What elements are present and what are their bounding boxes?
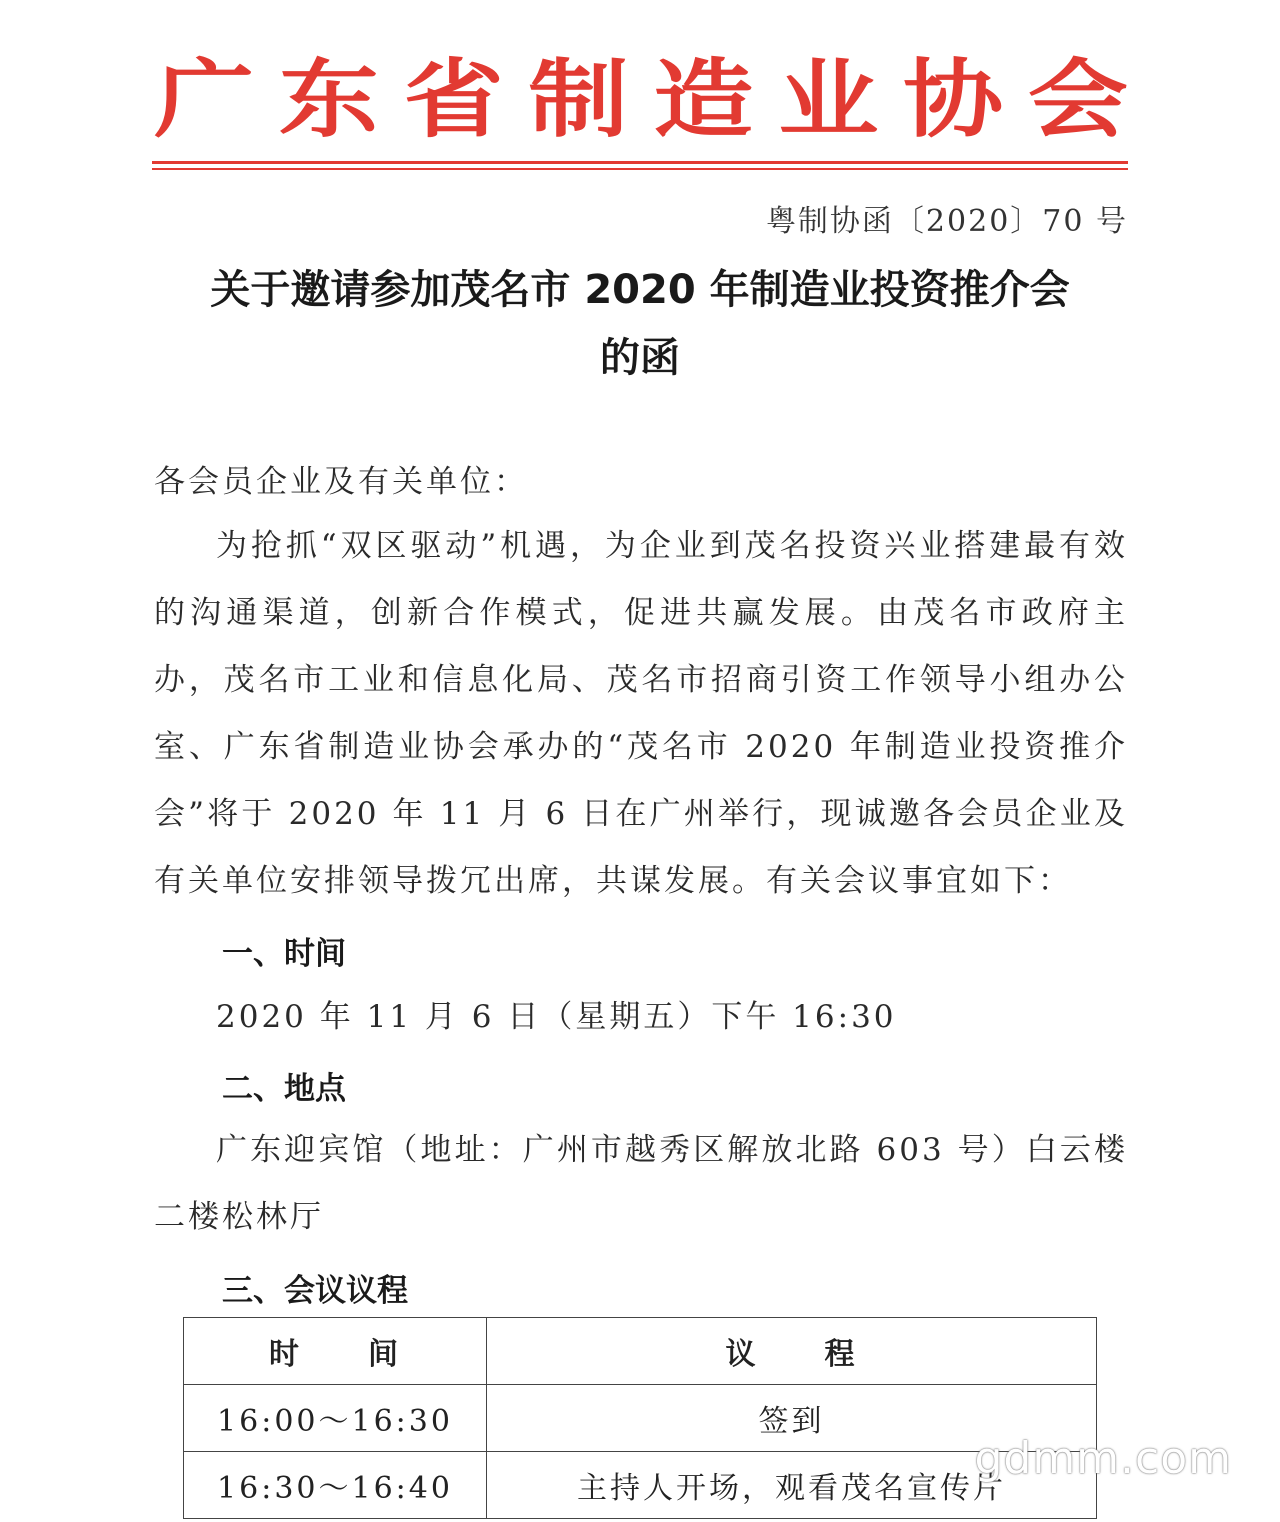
letterhead-char: 造 bbox=[653, 49, 754, 150]
table-row bbox=[184, 1452, 1097, 1519]
letterhead-char: 协 bbox=[903, 49, 1004, 150]
intro-paragraph: 为抢抓“双区驱动”机遇，为企业到茂名投资兴业搭建最有效的沟通渠道，创新合作模式，促进共赢发展。由茂名市政府主办，茂名市工业和信息化局、茂名市招商引资工作领导小组办公室、广东省制造业协会承办的“茂名市 2020 年制造业投资推介会”将于 2020 年 11 月 6 日在广州举行，现诚邀各会员企业及有关单位安排领导拨冗出席，共谋发展。有关会议事宜如下： bbox=[154, 528, 1128, 899]
agenda-time-cell: 16:00～16:30 bbox=[184, 1385, 487, 1452]
agenda-time-cell: 16:30～16:40 bbox=[184, 1452, 487, 1519]
document-title-line-2: 的函 bbox=[600, 335, 680, 381]
letterhead-rule-thick bbox=[152, 161, 1128, 164]
site-watermark: gdmm.com bbox=[974, 1433, 1232, 1484]
letterhead-organization-name bbox=[154, 40, 1128, 160]
agenda-table bbox=[183, 1317, 1097, 1519]
letterhead-rule-thin bbox=[152, 168, 1128, 170]
agenda-header-row bbox=[184, 1318, 1097, 1385]
letterhead-char: 东 bbox=[278, 49, 379, 150]
letterhead-char: 省 bbox=[403, 49, 504, 150]
agenda-item-cell: 签到 bbox=[487, 1385, 1097, 1452]
letterhead-char: 制 bbox=[528, 49, 629, 150]
document-number: 粤制协函〔2020〕70 号 bbox=[765, 204, 1128, 239]
salutation: 各会员企业及有关单位： bbox=[154, 464, 528, 500]
agenda-column-item: 议 程 bbox=[487, 1318, 1097, 1385]
letterhead-char: 业 bbox=[778, 49, 879, 150]
table-row bbox=[184, 1385, 1097, 1452]
section-heading-venue: 二、地点 bbox=[222, 1071, 346, 1107]
meeting-venue: 广东迎宾馆（地址：广州市越秀区解放北路 603 号）白云楼二楼松林厅 bbox=[154, 1132, 1128, 1235]
document-title-line-1: 关于邀请参加茂名市 2020 年制造业投资推介会 bbox=[210, 267, 1070, 313]
letterhead-char: 会 bbox=[1027, 49, 1128, 150]
agenda-item-cell: 主持人开场，观看茂名宣传片 bbox=[487, 1452, 1097, 1519]
section-heading-agenda: 三、会议议程 bbox=[222, 1273, 408, 1309]
letterhead-char: 广 bbox=[154, 49, 254, 150]
meeting-time: 2020 年 11 月 6 日（星期五）下午 16:30 bbox=[216, 999, 897, 1035]
agenda-column-time: 时 间 bbox=[184, 1318, 487, 1385]
section-heading-time: 一、时间 bbox=[222, 936, 346, 972]
